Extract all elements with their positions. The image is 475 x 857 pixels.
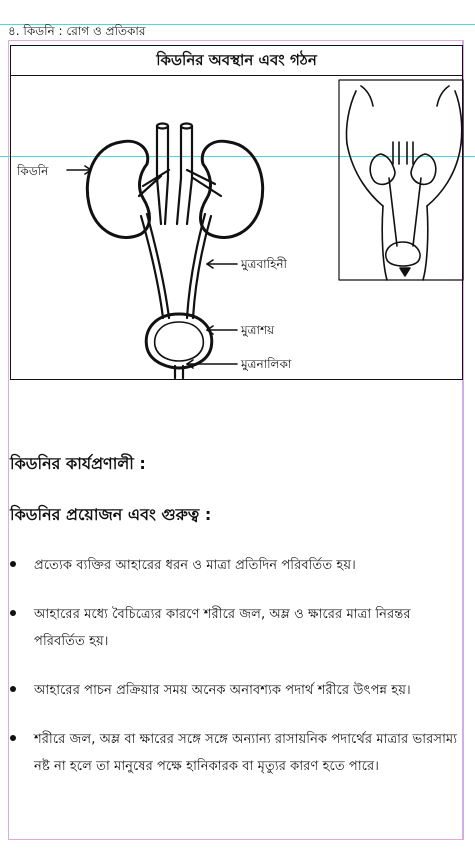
bullet-dot-icon bbox=[10, 735, 16, 741]
heading-kidney-importance: কিডনির প্রয়োজন এবং গুরুত্ব : bbox=[10, 505, 212, 524]
label-kidney: কিডনি bbox=[17, 164, 49, 178]
list-item: আহারের পাচন প্রক্রিয়ার সময় অনেক অনাবশ্যক পদার্থ শরীরে উৎপন্ন হয়। bbox=[10, 677, 465, 704]
bullet-dot-icon bbox=[10, 610, 16, 616]
list-item: আহারের মধ্যে বৈচিত্র্যের কারণে শরীরে জল, অম্ল ও ক্ষারের মাত্রা নিরন্তর পরিবর্তিত হয়। bbox=[10, 601, 465, 655]
kidney-diagram bbox=[11, 46, 464, 381]
heading-kidney-function: কিডনির কার্যপ্রণালী : bbox=[10, 454, 146, 473]
running-header: ৪. কিডনি : রোগ ও প্রতিকার bbox=[8, 24, 146, 38]
bullet-dot-icon bbox=[10, 561, 16, 567]
label-bladder: মুত্রাশয় bbox=[241, 323, 275, 337]
urinary-system-drawing bbox=[87, 124, 262, 379]
importance-bullet-list bbox=[10, 552, 465, 802]
figure-title: কিডনির অবস্থান এবং গঠন bbox=[11, 46, 462, 76]
body-inset bbox=[339, 80, 463, 280]
list-item: প্রত্যেক ব্যক্তির আহারের ধরন ও মাত্রা প্রতিদিন পরিবর্তিত হয়। bbox=[10, 552, 465, 579]
label-urethra: মুত্রনালিকা bbox=[241, 357, 292, 371]
label-ureter: মুত্রবাহিনী bbox=[241, 257, 287, 271]
figure-box bbox=[10, 45, 463, 380]
list-item: শরীরে জল, অম্ল বা ক্ষারের সঙ্গে সঙ্গে অন্যান্য রাসায়নিক পদার্থের মাত্রার ভারসাম্য নষ্ট না হলে তা মানুষের পক্ষে হানিকারক বা মৃত্যুর কারণ হতে পারে। bbox=[10, 726, 465, 780]
bullet-dot-icon bbox=[10, 686, 16, 692]
